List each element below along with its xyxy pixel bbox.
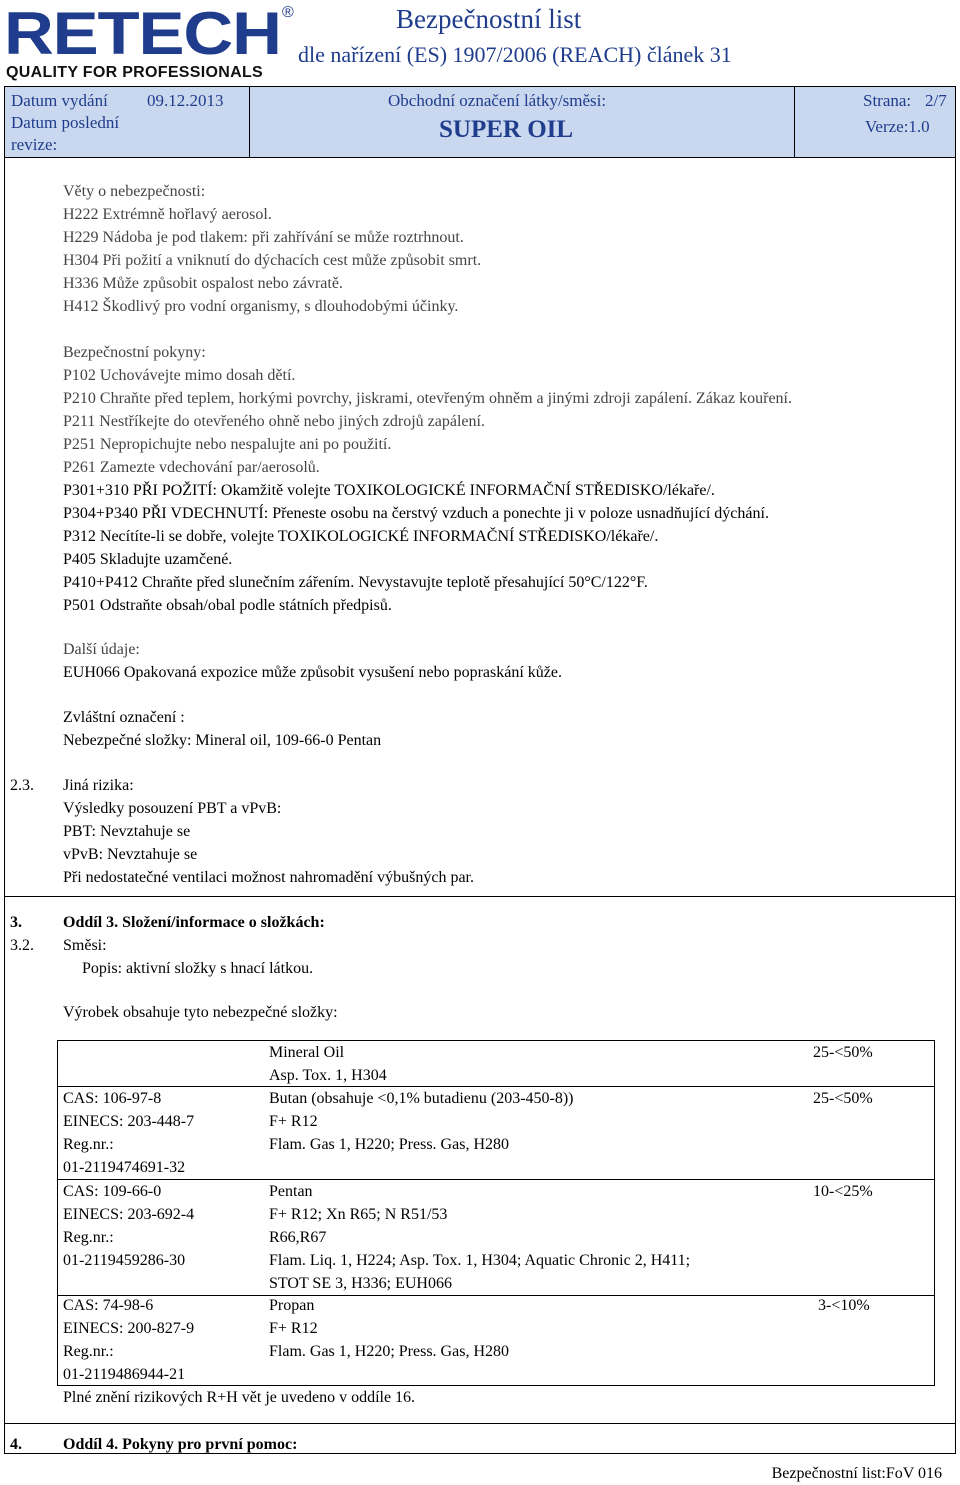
component-classification: Flam. Liq. 1, H224; Asp. Tox. 1, H304; Aquatic Chronic 2, H411; [269,1252,691,1269]
trade-name-label: Obchodní označení látky/směsi: [388,91,607,110]
issue-date: 09.12.2013 [147,91,224,110]
table-note: Plné znění rizikových R+H vět je uvedeno v oddíle 16. [63,1389,416,1406]
component-name: Mineral Oil [269,1044,345,1061]
precautionary-statement: P211 Nestříkejte do otevřeného ohně nebo jiných zdrojů zapálení. [63,413,485,430]
section-2-3-line: vPvB: Nevztahuje se [63,846,198,863]
component-name: Pentan [269,1183,313,1200]
component-einecs: EINECS: 203-692-4 [63,1206,195,1223]
precautionary-statements-title: Bezpečnostní pokyny: [63,344,206,361]
component-concentration: 25-<50% [813,1044,873,1061]
precautionary-statement: P312 Necítíte-li se dobře, volejte TOXIKOLOGICKÉ INFORMAČNÍ STŘEDISKO/lékaře/. [63,528,659,545]
section-3-2-title: Směsi: [63,937,107,954]
hazard-statement: H304 Při požití a vniknutí do dýchacích cest může způsobit smrt. [63,252,482,269]
component-einecs: EINECS: 200-827-9 [63,1320,195,1337]
section-2-3-line: PBT: Nevztahuje se [63,823,191,840]
hazard-statements-title: Věty o nebezpečnosti: [63,183,206,200]
section-3-number: 3. [10,914,22,931]
component-classification: STOT SE 3, H336; EUH066 [269,1275,452,1292]
component-cas: CAS: 109-66-0 [63,1183,162,1200]
component-cas: CAS: 106-97-8 [63,1090,162,1107]
page-bottom-rule [4,1453,956,1454]
revision-label-2: revize: [11,135,58,154]
logo-tagline: QUALITY FOR PROFESSIONALS [6,64,263,81]
component-reg-label: Reg.nr.: [63,1136,114,1153]
footer-reference: Bezpečnostní list:FoV 016 [771,1465,942,1482]
section-3-title: Oddíl 3. Složení/informace o složkách: [63,914,325,931]
component-concentration: 10-<25% [813,1183,873,1200]
header-divider [794,87,795,157]
section-2-3-line: Při nedostatečné ventilaci možnost nahromadění výbušných par. [63,869,474,886]
component-concentration: 3-<10% [818,1297,870,1314]
issue-date-label: Datum vydání [11,91,108,110]
component-classification: R66,R67 [269,1229,327,1246]
component-classification: F+ R12; Xn R65; N R51/53 [269,1206,448,1223]
additional-info-text: EUH066 Opakovaná expozice může způsobit vysušení nebo popraskání kůže. [63,664,562,681]
component-reg-number: 01-2119459286-30 [63,1252,186,1269]
component-einecs: EINECS: 203-448-7 [63,1113,195,1130]
table-row-separator [57,1086,935,1087]
precautionary-statement: P304+P340 PŘI VDECHNUTÍ: Přeneste osobu na čerstvý vzduch a ponechte ji v poloze usnadňující dýchání. [63,505,769,522]
precautionary-statement: P210 Chraňte před teplem, horkými povrchy, jiskrami, otevřeným ohněm a jinými zdroji zapálení. Zákaz kouření. [63,390,792,407]
precautionary-statement: P261 Zamezte vdechování par/aerosolů. [63,459,320,476]
section-4-title: Oddíl 4. Pokyny pro první pomoc: [63,1436,298,1453]
hazard-statement: H222 Extrémně hořlavý aerosol. [63,206,272,223]
component-reg-label: Reg.nr.: [63,1229,114,1246]
component-classification: F+ R12 [269,1113,318,1130]
page-number: 2/7 [925,91,947,110]
component-reg-number: 01-2119474691-32 [63,1159,186,1176]
component-classification: Flam. Gas 1, H220; Press. Gas, H280 [269,1136,509,1153]
component-classification: Asp. Tox. 1, H304 [269,1067,387,1084]
section-3-2-number: 3.2. [10,937,34,954]
component-name: Butan (obsahuje <0,1% butadienu (203-450-8)) [269,1090,574,1107]
section-2-3-line: Výsledky posouzení PBT a vPvB: [63,800,282,817]
table-row-separator [57,1179,935,1180]
component-classification: F+ R12 [269,1320,318,1337]
component-reg-label: Reg.nr.: [63,1343,114,1360]
precautionary-statement: P410+P412 Chraňte před slunečním zářením. Nevystavujte teplotě přesahující 50°C/122°F. [63,574,648,591]
header-divider [249,87,250,157]
header-info-band [4,86,956,158]
precautionary-statement: P251 Nepropichujte nebo nespalujte ani po použití. [63,436,392,453]
component-concentration: 25-<50% [813,1090,873,1107]
section-2-3-number: 2.3. [10,777,34,794]
component-name: Propan [269,1297,315,1314]
hazard-statement: H336 Může způsobit ospalost nebo závratě. [63,275,343,292]
hazard-statement: H229 Nádoba je pod tlakem: při zahřívání se může roztrhnout. [63,229,464,246]
document-title: Bezpečnostní list [396,4,582,34]
special-marking-title: Zvláštní označení : [63,709,185,726]
product-name: SUPER OIL [439,116,574,143]
document-subtitle: dle nařízení (ES) 1907/2006 (REACH) článek 31 [298,42,732,67]
special-marking-text: Nebezpečné složky: Mineral oil, 109-66-0 Pentan [63,732,382,749]
logo-wordmark: RETECH [4,0,281,67]
revision-label: Datum poslední [11,113,120,132]
section-divider [4,896,956,897]
component-reg-number: 01-2119486944-21 [63,1366,186,1383]
precautionary-statement: P501 Odstraňte obsah/obal podle státních předpisů. [63,597,392,614]
frame-right [955,158,956,1453]
company-logo [4,0,294,82]
components-intro: Výrobek obsahuje tyto nebezpečné složky: [63,1004,338,1021]
table-row-separator [57,1295,935,1296]
additional-info-title: Další údaje: [63,641,140,658]
precautionary-statement: P301+310 PŘI POŽITÍ: Okamžitě volejte TOXIKOLOGICKÉ INFORMAČNÍ STŘEDISKO/lékaře/. [63,482,715,499]
precautionary-statement: P102 Uchovávejte mimo dosah dětí. [63,367,296,384]
component-classification: Flam. Gas 1, H220; Press. Gas, H280 [269,1343,509,1360]
component-cas: CAS: 74-98-6 [63,1297,154,1314]
version-label: Verze:1.0 [865,117,930,136]
hazard-statement: H412 Škodlivý pro vodní organismy, s dlouhodobými účinky. [63,298,459,315]
mixture-description: Popis: aktivní složky s hnací látkou. [82,960,314,977]
section-4-number: 4. [10,1436,22,1453]
section-2-3-title: Jiná rizika: [63,777,134,794]
frame-left [4,158,5,1453]
page-label: Strana: [863,91,912,110]
section-divider [4,1423,956,1424]
precautionary-statement: P405 Skladujte uzamčené. [63,551,233,568]
registered-mark: ® [282,4,294,21]
